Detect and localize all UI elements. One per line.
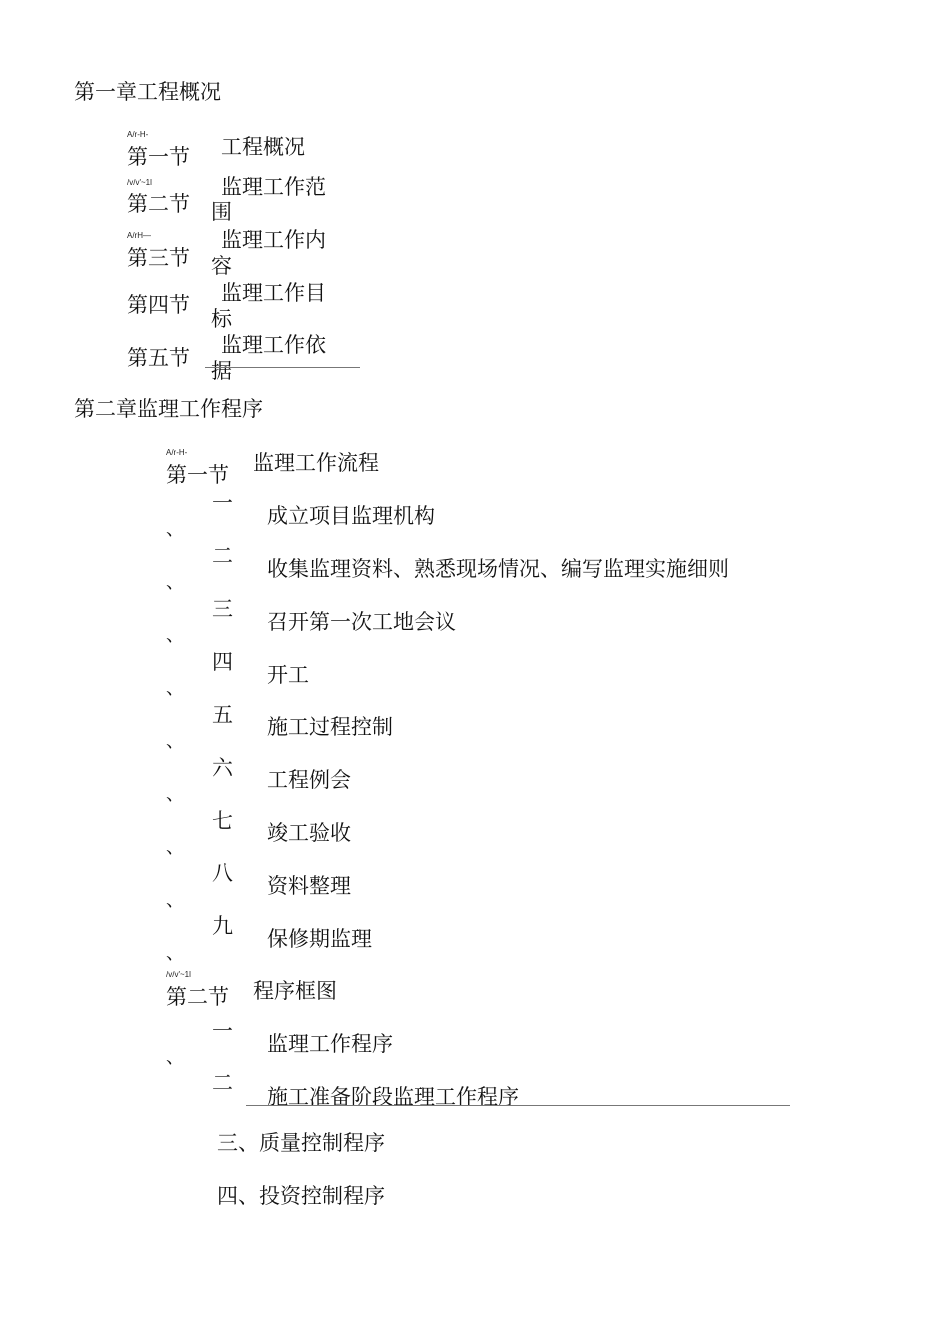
chapter-2-title[interactable]: 第二章监理工作程序	[74, 397, 263, 421]
item-number: 二	[212, 544, 233, 568]
item-separator: 、	[166, 625, 184, 646]
toc-divider	[246, 1105, 790, 1106]
section-tiny-marker: /v/v'~1l	[127, 178, 152, 187]
ch1-section-5-title-line2[interactable]: 据	[211, 359, 232, 383]
ch2-section-1-title[interactable]: 监理工作流程	[253, 451, 379, 475]
toc-item[interactable]: 资料整理	[267, 874, 351, 898]
ch1-section-4-title-line2[interactable]: 标	[211, 307, 232, 331]
item-separator: 、	[166, 784, 184, 805]
item-number: 三	[212, 597, 233, 621]
ch1-section-2-title-line1[interactable]: 监理工作范	[221, 175, 326, 199]
toc-item[interactable]: 四、投资控制程序	[217, 1184, 385, 1208]
toc-item[interactable]: 施工准备阶段监理工作程序	[267, 1085, 519, 1109]
item-separator: 、	[166, 731, 184, 752]
item-separator: 、	[166, 837, 184, 858]
section-tiny-marker: A/r-H-	[166, 448, 188, 457]
ch2-section-2-title[interactable]: 程序框图	[253, 979, 337, 1003]
toc-item[interactable]: 监理工作程序	[267, 1032, 393, 1056]
item-number: 五	[212, 703, 233, 727]
item-number: 二	[212, 1071, 233, 1095]
toc-divider	[205, 367, 360, 368]
ch2-section-2-label[interactable]: 第二节	[166, 985, 229, 1009]
item-separator: 、	[166, 519, 184, 540]
item-separator: 、	[166, 1047, 184, 1068]
toc-item[interactable]: 开工	[267, 663, 309, 687]
item-number: 七	[212, 809, 233, 833]
ch1-section-2-title-line2[interactable]: 围	[211, 200, 232, 224]
ch1-section-5-label[interactable]: 第五节	[127, 346, 190, 370]
item-number: 一	[212, 1019, 233, 1043]
item-number: 六	[212, 756, 233, 780]
ch1-section-1-title[interactable]: 工程概况	[221, 135, 305, 159]
ch1-section-5-title-line1[interactable]: 监理工作依	[221, 333, 326, 357]
ch1-section-3-title-line1[interactable]: 监理工作内	[221, 228, 326, 252]
section-tiny-marker: A/rH—	[127, 231, 151, 240]
toc-item[interactable]: 成立项目监理机构	[267, 504, 435, 528]
item-number: 八	[212, 861, 233, 885]
toc-item[interactable]: 保修期监理	[267, 927, 372, 951]
ch1-section-3-label[interactable]: 第三节	[127, 246, 190, 270]
ch1-section-3-title-line2[interactable]: 容	[211, 254, 232, 278]
item-number: 四	[212, 650, 233, 674]
toc-item[interactable]: 三、质量控制程序	[217, 1131, 385, 1155]
ch1-section-4-label[interactable]: 第四节	[127, 293, 190, 317]
toc-item[interactable]: 工程例会	[267, 768, 351, 792]
chapter-1-title[interactable]: 第一章工程概况	[74, 80, 221, 104]
ch1-section-5-title-line2-clip	[205, 354, 365, 383]
ch2-section-1-label[interactable]: 第一节	[166, 463, 229, 487]
item-separator: 、	[166, 572, 184, 593]
toc-item[interactable]: 收集监理资料、熟悉现场情况、编写监理实施细则	[267, 557, 729, 581]
ch1-section-2-label[interactable]: 第二节	[127, 192, 190, 216]
section-tiny-marker: /v/v'~1l	[166, 970, 191, 979]
toc-item[interactable]: 召开第一次工地会议	[267, 610, 456, 634]
item-number: 一	[212, 491, 233, 515]
item-separator: 、	[166, 678, 184, 699]
item-number: 九	[212, 914, 233, 938]
ch1-section-1-label[interactable]: 第一节	[127, 145, 190, 169]
ch1-section-4-title-line1[interactable]: 监理工作目	[221, 281, 326, 305]
toc-item[interactable]: 竣工验收	[267, 821, 351, 845]
toc-item[interactable]: 施工过程控制	[267, 715, 393, 739]
item-separator: 、	[166, 890, 184, 911]
item-separator: 、	[166, 943, 184, 964]
section-tiny-marker: A/r-H-	[127, 130, 149, 139]
